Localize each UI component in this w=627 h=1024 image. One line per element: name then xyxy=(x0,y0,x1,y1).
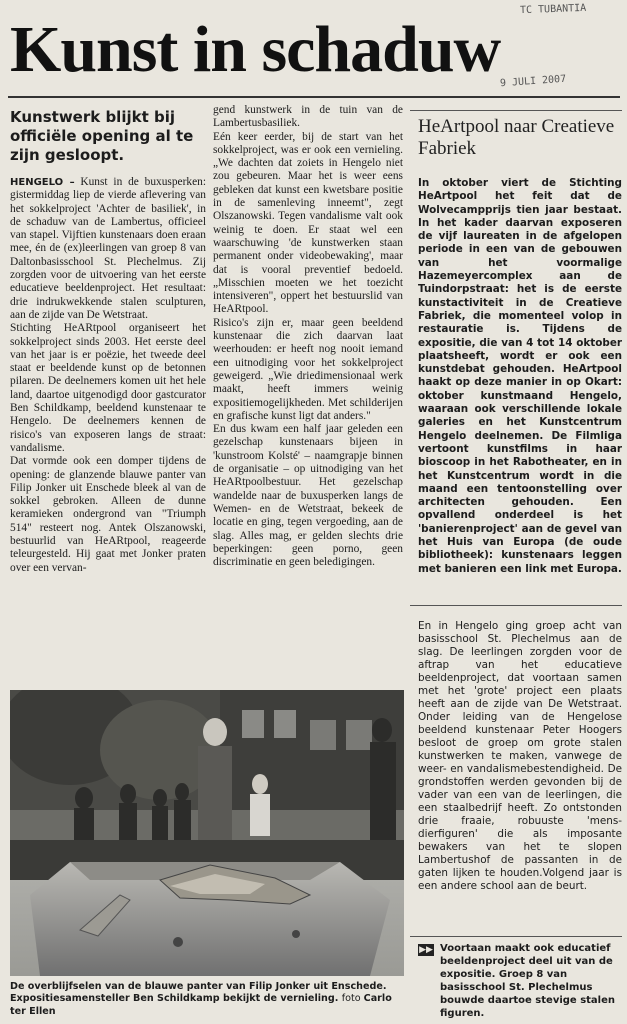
headline: Kunst in schaduw xyxy=(10,13,501,86)
headline-rule xyxy=(8,96,620,98)
paragraph: Stichting HeARtpool organiseert het sokkelproject sinds 2003. Het eerste deel van het jaar is er poëzie, het tweede deel staat er beeldende kunst op de betonnen pilaren. De deelnemers komen uit het hele land, daartoe uitgenodigd door gastcurator Ben Schildkamp, beeldend kunstenaar te Hengelo. De deelnemers kennen de risico's van exposeren langs de straat: vandalisme. xyxy=(10,322,206,454)
photo-credit-prefix: foto xyxy=(341,993,361,1005)
paragraph: Eén keer eerder, bij de start van het sokkelproject, was er ook een vernieling. „We dachten dat zoiets in Hengelo niet zou gebeuren. Maar het is weer eens gebleken dat kunst een kwetsbare positie in de samenleving inneemt", zegt Olszanowski. Tegen vandalisme valt ook weinig te doen. Er staat wel een waarschuwing 'de kunstwerken staan permanent onder videobewaking', maar dat is vooral preventief bedoeld. „Misschien moeten we het toezicht intensiveren", oppert het bestuurslid van HeARtpool. xyxy=(213,130,403,316)
photo-caption-text: De overblijfselen van de blauwe panter van Filip Jonker uit Enschede. Expositiesamensteller Ben Schildkamp bekijkt de vernieling. xyxy=(10,981,387,1005)
fast-forward-icon: ▶▶ xyxy=(419,945,433,955)
paragraph xyxy=(10,176,206,322)
paragraph: Risico's zijn er, maar geen beeldend kunstenaar die zich daarvan laat weerhouden: er heeft nog nooit iemand een uitnodiging voor het sokkelproject geweigerd. „Wie driedimensionaal werk maakt, heeft immers weinig expositiemogelijkheden. Met schilderijen en grafische kunst ligt dat anders." xyxy=(213,316,403,422)
dateline: HENGELO – xyxy=(10,177,75,188)
photo-caption xyxy=(10,981,406,1018)
paragraph-text: Kunst in de buxusperken: gistermiddag liep de vierde aflevering van het sokkelproject 'Achter de basiliek', in de schaduw van de Lambertus, officieel van stapel. Vijftien kunstenaars doen eraan mee, én de (ex)leerlingen van groep 8 van Daltonbasisschool St. Plechelmus. Zij zorgden voor de uitvoering van het eerste educatieve beeldenproject. Het resultaat: drie indrukwekkende stalen sculpturen, aan de zijde van De Wetstraat. xyxy=(10,176,206,321)
paragraph: En dus kwam een half jaar geleden een gezelschap kunstenaars bijeen in 'kunstroom Kolsté' – naamgrapje binnen de organisatie – op uitnodiging van het HeARtpoolbestuur. Het gezelschap wandelde naar de buxusperken langs de Wemen- en de Wetstraat, bekeek de locatie en ging, tegen vergoeding, aan de slag. Alles mag, er gelden slechts drie beperkingen: geen porno, geen discriminatie en geen beledigingen. xyxy=(213,423,403,569)
photographer-name: Carlo ter Ellen xyxy=(10,993,392,1017)
paragraph: Dat vormde ook een domper tijdens de opening: de glanzende blauwe panter van Filip Jonker uit Enschede bleek al van de sokkel gebroken. Alleen de dunne keramieken ondergrond van "Triumph 514" resteert nog. Antek Olszanowski, bestuurlid van HeARtpool, reageerde teleurgesteld. Hij gaat met Jonker praten over een vervan- xyxy=(10,455,206,574)
article-subhead: Kunstwerk blijkt bij officiële opening al te zijn gesloopt. xyxy=(10,108,194,164)
article-column-1 xyxy=(10,176,206,676)
article-column-2 xyxy=(213,104,403,684)
photo-illustration xyxy=(10,690,404,976)
paragraph: En in Hengelo ging groep acht van basisschool St. Plechelmus aan de slag. De leerlingen zorgden voor de aftrap van het educatieve beeldenproject, dat voortaan samen met het 'grote' project een plaats heeft aan de zijde van De Wetstraat. Onder leiding van de Hengelose beeldend kunstenaar Peter Hoogers besloot de groep om grote stalen kunstwerken te maken, vanwege de weer- en vandalismebestendigheid. De grondstoffen werden gevonden bij de vader van een van de leerlingen, die een staalbedrijf heeft. Zo ontstonden drie fraaie, robuuste 'mens-dierfiguren' die als imposante bewakers van het te slopen Lambertushof de passanten in de gaten lijken te houden.Volgend jaar is een andere school aan de beurt. xyxy=(418,620,622,892)
sidebar-title: HeArtpool naar Creatieve Fabriek xyxy=(418,116,615,159)
paragraph: gend kunstwerk in de tuin van de Lambertusbasiliek. xyxy=(213,104,403,130)
handwritten-source-note: TC TUBANTIA xyxy=(519,2,587,17)
paragraph: In oktober viert de Stichting HeArtpool het feit dat de Wolvecampprijs tien jaar bestaat. In het kader daarvan exposeren de vijf laureaten in de afgelopen periode in een van de gebouwen van het voormalige Hazemeyercomplex aan de Tuindorpstraat: het is de eerste kunstactiviteit in de Creatieve Fabriek, die momenteel volop in restauratie is. Tijdens de expositie, die van 4 tot 14 oktober plaatsheeft, wordt er ook een kunstdebat gehouden. HeArtpool haakt op deze manier in op Okart: oktober kunstmaand Hengelo, waaraan ook verschillende lokale galeries en het Kunstcentrum Hengelo deelnemen. De Filmliga vertoont kunstfilms in haar bioscoop in het Rabotheater, en in het Kunstcentrum wordt in die maand een tentoonstelling over architecten gehouden. Een opvallend onderdeel is het 'banierenproject' aan de gevel van het Huis van Europa (de oude bibliotheek): kunstenaars leggen met banieren een link met Europa. xyxy=(418,177,622,575)
sidebar-text xyxy=(418,177,622,607)
news-photo xyxy=(10,690,404,976)
side-caption: Voortaan maakt ook educatief beeldenproject deel uit van de expositie. Groep 8 van basisschool St. Plechelmus bouwde daartoe stevige stalen figuren. xyxy=(440,943,615,1019)
handwritten-date-note: 9 JULI 2007 xyxy=(499,73,567,90)
school-project-text xyxy=(418,620,622,932)
